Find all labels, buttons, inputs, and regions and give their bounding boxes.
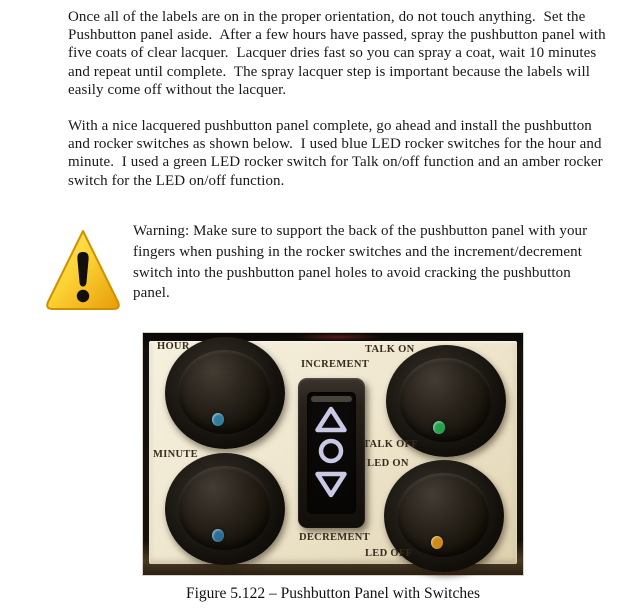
rocker-button	[399, 358, 492, 442]
switch-glyphs	[298, 378, 365, 528]
label-led-off: LED OFF	[365, 548, 413, 559]
label-talk-off: TALK OFF	[363, 439, 418, 450]
warning-triangle-icon	[44, 226, 122, 316]
figure-caption: Figure 5.122 – Pushbutton Panel with Switches	[185, 585, 481, 602]
label-decrement: DECREMENT	[299, 532, 370, 543]
hour-led	[212, 413, 224, 426]
paragraph-install-switches: With a nice lacquered pushbutton panel complete, go ahead and install the pushbutton and rocker switches as shown below. I used blue LED rocker switches for the hour and minute. I used a green LED rocker switch for Talk on/off function and an amber rocker switch for the LED on/off function.	[68, 118, 607, 189]
paragraph-lacquer: Once all of the labels are on in the proper orientation, do not touch anything. Set the Pushbutton panel aside. After a few hours have passed, spray the pushbutton panel with five coats of clear lacquer. Lacquer dries fast so you can spray a coat, wait 10 minutes and repeat until complete. The spray lacquer step is important because the labels will easily come off without the lacquer.	[68, 9, 610, 98]
label-increment: INCREMENT	[301, 359, 370, 370]
minute-led	[212, 529, 224, 542]
label-led-on: LED ON	[367, 458, 409, 469]
label-talk-on: TALK ON	[365, 344, 415, 355]
minute-rocker-switch	[165, 453, 285, 565]
circle-icon	[321, 441, 341, 461]
rocker-button	[178, 466, 271, 550]
warning-text: Warning: Make sure to support the back of the pushbutton panel with your fingers when pushing in the rocker switches and the increment/decrement switch into the pushbutton panel holes to avoid cracking the pushbutton panel.	[133, 223, 592, 302]
label-hour: HOUR	[157, 341, 190, 352]
talk-led	[433, 421, 445, 434]
triangle-down-icon	[318, 474, 345, 495]
led-led	[431, 536, 443, 549]
increment-decrement-switch	[298, 378, 365, 528]
label-minute: MINUTE	[153, 449, 198, 460]
pushbutton-panel-photo	[143, 333, 523, 575]
hour-rocker-switch	[165, 337, 285, 449]
triangle-up-icon	[318, 409, 345, 430]
rocker-button	[397, 473, 490, 557]
rocker-button	[178, 350, 271, 434]
